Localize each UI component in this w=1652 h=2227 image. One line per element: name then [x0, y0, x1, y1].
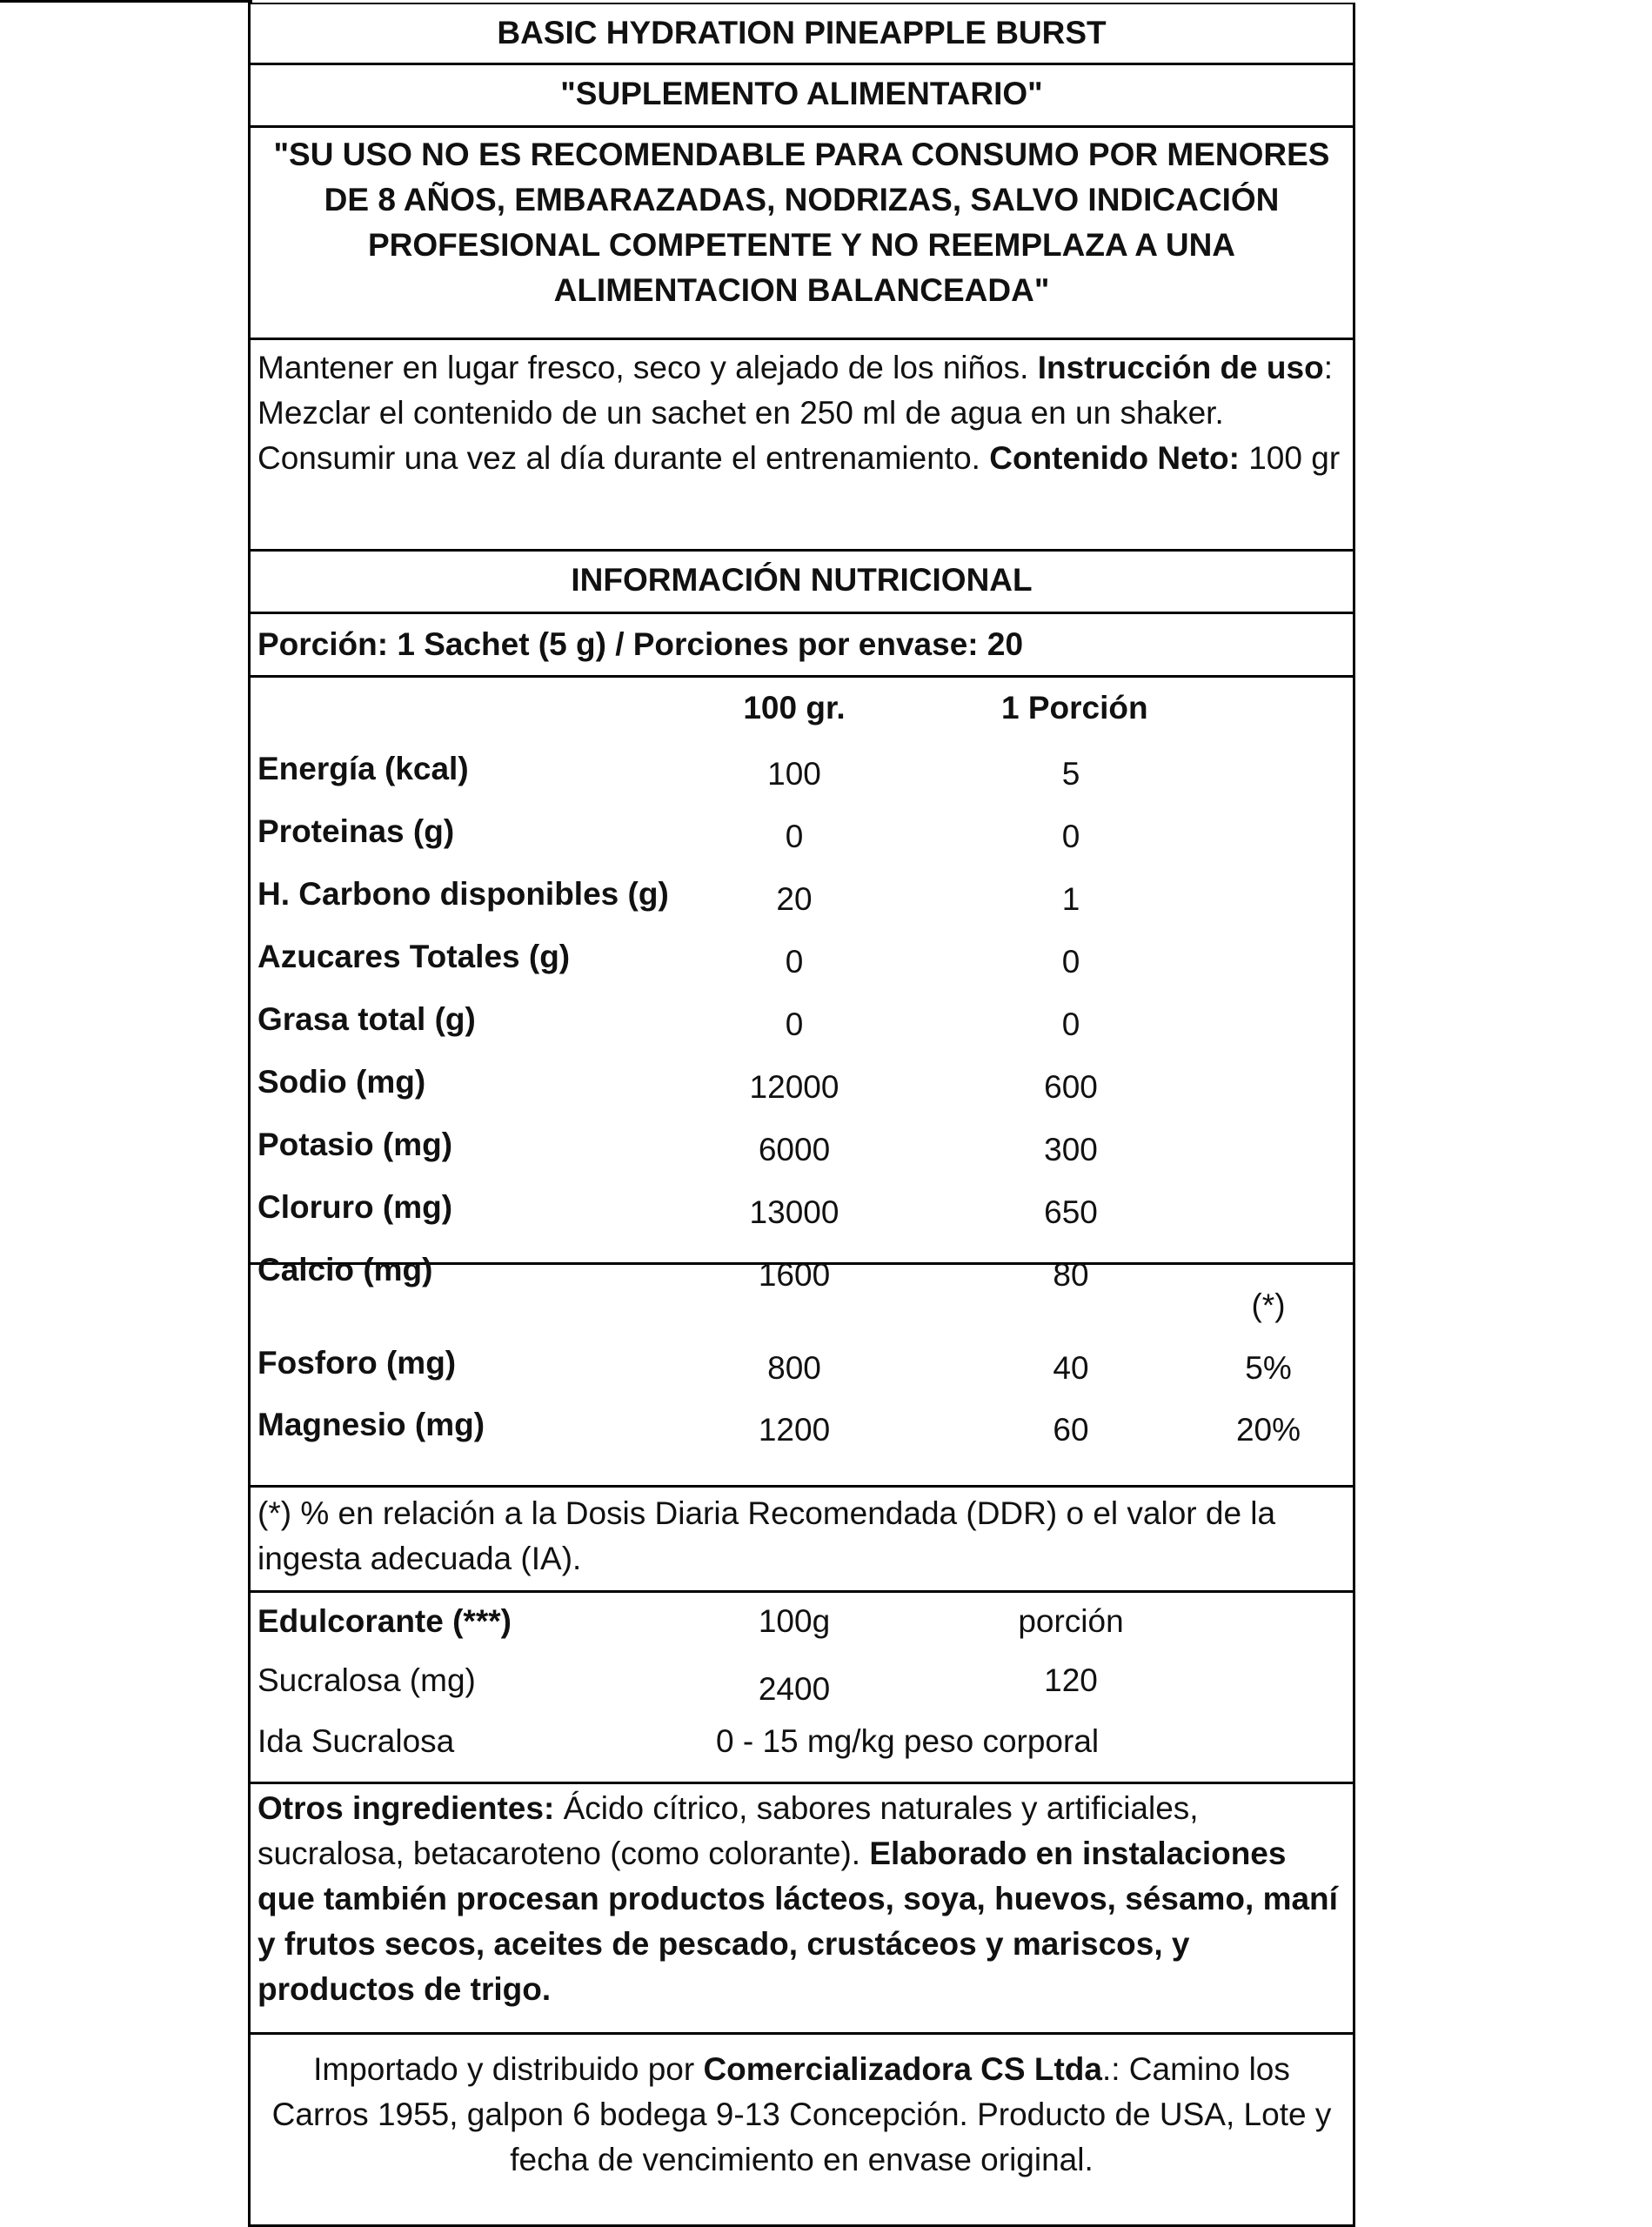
ingredients-label: Otros ingredientes: — [257, 1790, 555, 1826]
nutrition-heading-section — [251, 552, 1353, 614]
sucralose-name: Sucralosa (mg) — [257, 1662, 476, 1698]
footnote-section — [251, 1488, 1353, 1593]
nutrient-value-100g: 13000 — [749, 1194, 839, 1230]
lot-expiry-note: Lote y fecha de vencimiento en envase original. — [510, 2097, 1332, 2177]
serving-section — [251, 614, 1353, 678]
instruction-text: : Mezclar el contenido de un sachet en 250 ml de agua en un shaker. Consumir una vez al día durante el entrenamiento. — [257, 350, 1333, 476]
ddr-column-header: (*) — [1251, 1287, 1286, 1323]
sweetener-section — [251, 1593, 1353, 1784]
column-header-portion: 1 Porción — [1001, 690, 1148, 726]
nutrient-value-100g: 12000 — [749, 1069, 839, 1105]
nutrient-table — [251, 678, 1353, 1293]
nutrient-value-portion: 650 — [1044, 1194, 1098, 1230]
nutrient-name: Proteinas (g) — [257, 813, 455, 849]
nutrient-name: Cloruro (mg) — [257, 1189, 453, 1225]
nutrition-heading: INFORMACIÓN NUTRICIONAL — [571, 562, 1033, 598]
nutrient-value-portion: 600 — [1044, 1069, 1098, 1105]
storage-text: Mantener en lugar fresco, seco y alejado de los niños. — [257, 350, 1029, 385]
nutrient-name: Magnesio (mg) — [257, 1407, 485, 1442]
nutrient-value-100g: 20 — [776, 881, 813, 917]
product-title-section — [251, 4, 1353, 65]
nutrient-value-100g: 800 — [767, 1350, 821, 1386]
nutrient-name: Azucares Totales (g) — [257, 939, 571, 974]
nutrient-value-100g: 0 — [785, 944, 804, 980]
warning-section — [251, 128, 1353, 340]
sweetener-column-100g: 100g — [758, 1603, 831, 1639]
nutrient-value-100g: 1200 — [758, 1412, 831, 1448]
nutrient-name: H. Carbono disponibles (g) — [257, 876, 669, 912]
nutrient-value-100g: 1600 — [758, 1257, 831, 1293]
nutrient-name: Fosforo (mg) — [257, 1345, 457, 1381]
nutrient-value-portion: 40 — [1053, 1350, 1089, 1386]
ingredients-section — [251, 1784, 1353, 2035]
nutrient-value-portion: 0 — [1061, 819, 1080, 854]
supplement-section — [251, 65, 1353, 128]
importer-company: Comercializadora CS Ltda — [703, 2051, 1102, 2087]
nutrient-value-portion: 300 — [1044, 1132, 1098, 1167]
ingredients-text: Ácido cítrico, sabores naturales y artificiales, sucralosa, betacaroteno (como colorante). — [257, 1790, 1199, 1871]
usage-section — [251, 340, 1353, 552]
sucralose-value-100g: 2400 — [758, 1671, 831, 1707]
net-content-label: Contenido Neto: — [989, 440, 1240, 476]
serving-size: Porción: 1 Sachet (5 g) / Porciones por envase: 20 — [257, 626, 1024, 662]
sweetener-column-portion: porción — [1018, 1603, 1124, 1639]
nutrient-ddr-percent: 5% — [1245, 1350, 1292, 1386]
nutrient-value-portion: 80 — [1053, 1257, 1089, 1293]
net-content-value: 100 gr — [1248, 440, 1341, 476]
nutrient-name: Energía (kcal) — [257, 751, 469, 786]
instruction-label: Instrucción de uso — [1037, 350, 1324, 385]
product-title: BASIC HYDRATION PINEAPPLE BURST — [497, 15, 1107, 50]
warning-text: "SU USO NO ES RECOMENDABLE PARA CONSUMO POR MENORES DE 8 AÑOS, EMBARAZADAS, NODRIZAS, SALVO INDICACIÓN PROFESIONAL COMPETENTE Y NO REEMPLAZA A UNA ALIMENTACION BALANCEADA" — [273, 137, 1330, 308]
nutrient-name: Calcio (mg) — [257, 1252, 433, 1287]
top-rule — [0, 0, 252, 3]
nutrient-value-portion: 0 — [1061, 944, 1080, 980]
nutrient-value-100g: 100 — [767, 756, 821, 792]
column-header-100g: 100 gr. — [743, 690, 846, 726]
nutrient-name: Grasa total (g) — [257, 1001, 476, 1037]
nutrient-value-portion: 0 — [1061, 1006, 1080, 1042]
importer-prefix: Importado y distribuido por — [313, 2051, 695, 2087]
nutrient-value-portion: 60 — [1053, 1412, 1089, 1448]
ida-sucralose-name: Ida Sucralosa — [257, 1723, 455, 1759]
nutrition-label — [248, 3, 1355, 2227]
nutrient-value-100g: 0 — [785, 1006, 804, 1042]
nutrient-name: Sodio (mg) — [257, 1064, 426, 1100]
sucralose-value-portion: 120 — [1044, 1662, 1098, 1698]
importer-section — [251, 2035, 1353, 2226]
allergen-statement: Elaborado en instalaciones que también procesan productos lácteos, soya, huevos, sésamo, maní y frutos secos, aceites de pescado, crustáceos y mariscos, y productos de trigo. — [257, 1836, 1338, 2007]
nutrient-ddr-percent: 20% — [1235, 1412, 1301, 1448]
nutrient-name: Potasio (mg) — [257, 1127, 453, 1162]
sweetener-label: Edulcorante (***) — [257, 1603, 512, 1639]
ddr-table — [251, 1265, 1353, 1488]
ddr-footnote: (*) % en relación a la Dosis Diaria Recomendada (DDR) o el valor de la ingesta adecuada (IA). — [257, 1495, 1276, 1576]
ida-sucralose-value: 0 - 15 mg/kg peso corporal — [716, 1723, 1100, 1759]
nutrient-value-portion: 1 — [1061, 881, 1080, 917]
importer-address: .: Camino los Carros 1955, galpon 6 bodega 9-13 Concepción. Producto de USA, — [271, 2051, 1290, 2132]
supplement-label: "SUPLEMENTO ALIMENTARIO" — [560, 76, 1043, 111]
nutrient-value-100g: 0 — [785, 819, 804, 854]
nutrient-value-portion: 5 — [1061, 756, 1080, 792]
nutrient-value-100g: 6000 — [758, 1132, 831, 1167]
